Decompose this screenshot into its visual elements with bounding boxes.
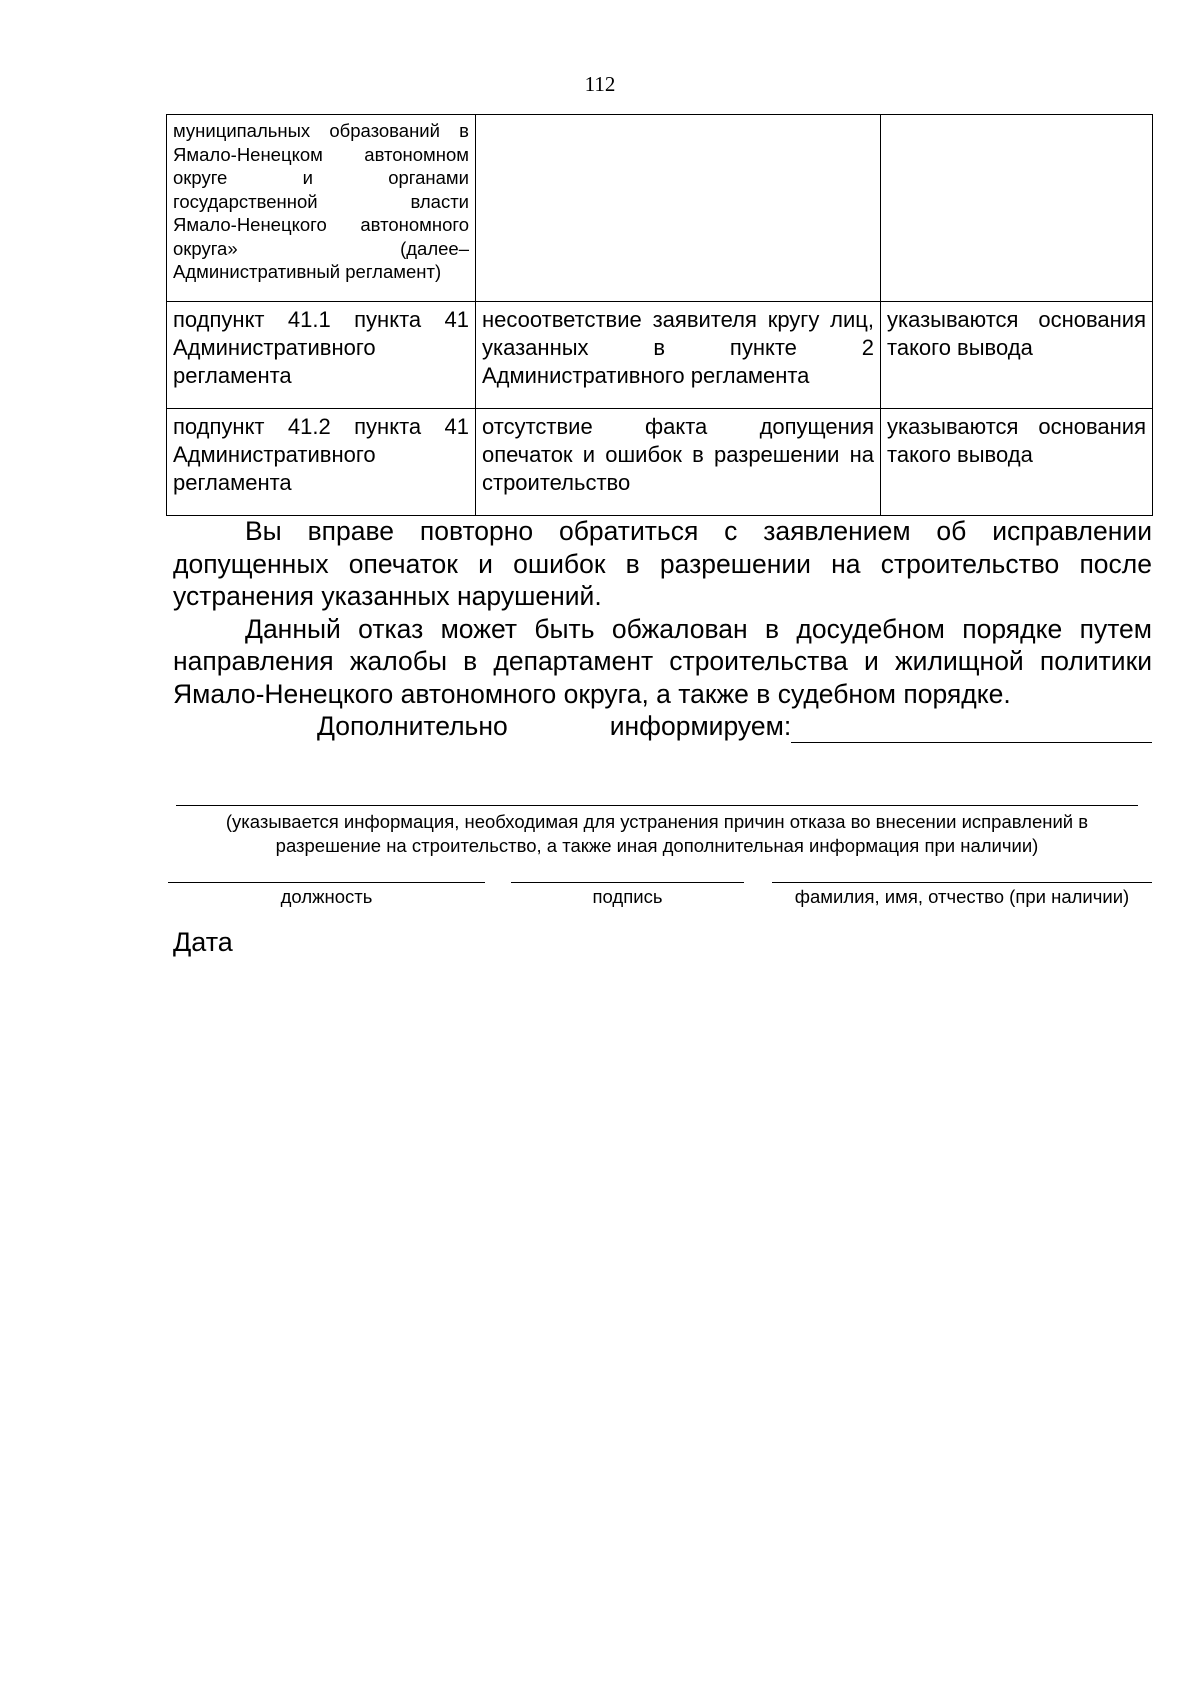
position-label: должность: [280, 886, 373, 907]
additional-info-label-2: информируем:: [609, 711, 792, 741]
cell-line: Ямало-Ненецком автономном: [173, 143, 469, 165]
requirements-table: [166, 114, 1153, 516]
full-name-label: фамилия, имя, отчество (при наличии): [794, 886, 1130, 907]
paragraph-appeal: Данный отказ может быть обжалован в досудебном порядке путем направления жалобы в департамент строительства и жилищной политики Ямало-Ненецкого автономного округа, а также в судебном порядке.: [173, 613, 1152, 709]
table-cell-empty: [476, 115, 881, 302]
table-cell-clause: подпункт 41.1 пункта 41 Административного регламента: [167, 302, 476, 409]
cell-line: округа» (далее–: [173, 237, 469, 259]
table-cell-clause: подпункт 41.2 пункта 41 Административного регламента: [167, 409, 476, 516]
cell-line: Ямало-Ненецкого автономного: [173, 214, 469, 235]
additional-info-label: Дополнительно: [317, 711, 508, 741]
additional-info-hint: (указывается информация, необходимая для устранения причин отказа во внесении исправлений в разрешение на строительство, а также иная дополнительная информация при наличии): [225, 811, 1089, 856]
full-name-line[interactable]: [772, 882, 1152, 883]
body-text: [173, 515, 1152, 743]
table-cell-reason: несоответствие заявителя кругу лиц, указанных в пункте 2 Административного регламента: [476, 302, 881, 409]
page-number: 112: [584, 72, 616, 96]
table-cell-empty: [881, 115, 1153, 302]
cell-line: Административный регламент): [173, 261, 442, 282]
position-line[interactable]: [168, 882, 485, 883]
additional-info-line: [173, 710, 1152, 743]
signature-label: подпись: [592, 886, 663, 907]
table-cell-continuation: [167, 115, 476, 302]
additional-info-blank-line[interactable]: [176, 805, 1138, 806]
table-cell-explanation: указываются основания такого вывода: [881, 409, 1153, 516]
cell-line: муниципальных образований в: [173, 120, 469, 141]
cell-line: государственной власти: [173, 190, 469, 212]
table-row: [167, 115, 1153, 302]
cell-line: округе и органами: [173, 167, 469, 188]
date-label: Дата: [173, 927, 233, 957]
table-cell-explanation: указываются основания такого вывода: [881, 302, 1153, 409]
additional-info-fill-line[interactable]: [791, 716, 1152, 743]
table-row: [167, 302, 1153, 409]
signature-line[interactable]: [511, 882, 744, 883]
table-row: [167, 409, 1153, 516]
table-cell-reason: отсутствие факта допущения опечаток и ошибок в разрешении на строительство: [476, 409, 881, 516]
paragraph-reapply: Вы вправе повторно обратиться с заявлением об исправлении допущенных опечаток и ошибок в разрешении на строительство после устранения указанных нарушений.: [173, 516, 1152, 611]
